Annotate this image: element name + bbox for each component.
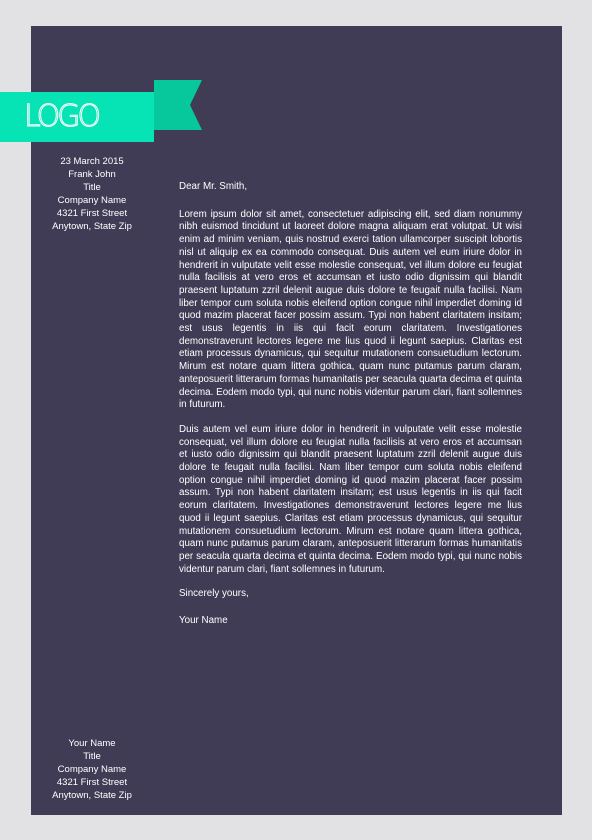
signature-block-company: Company Name — [57, 764, 127, 775]
salutation: Dear Mr. Smith, — [179, 181, 248, 192]
signature-block-title: Title — [83, 751, 101, 762]
sender-title: Title — [83, 182, 101, 193]
logo: LOGO — [23, 99, 99, 134]
signature-block-name: Your Name — [68, 738, 116, 749]
signature-block-street: 4321 First Street — [56, 777, 128, 788]
sender-street: 4321 First Street — [56, 208, 128, 219]
logo-ribbon — [0, 92, 154, 142]
signature-name: Your Name — [179, 615, 228, 627]
sender-company: Company Name — [57, 195, 127, 206]
letter-body — [179, 181, 522, 628]
paragraph: Lorem ipsum dolor sit amet, consectetuer adipiscing elit, sed diam nonummy nibh euismod tincidunt ut laoreet dolore magna aliquam erat volutpat. Ut wisi enim ad minim veniam, quis nostrud exerci tation ullamcorper suscipit lobortis nisl ut aliquip ex ea commodo consequat. Duis autem vel eum iriure dolor in hendrerit in vulputate velit esse molestie consequat, vel illum dolore eu feugiat nulla facilisis at vero eros et accumsan et iusto odio dignissim qui blandit praesent luptatum zzril delenit augue duis dolore te feugait nulla facilisi. Nam liber tempor cum soluta nobis eleifend option congue nihil imperdiet doming id quod mazim placerat facer possim assum. Typi non habent claritatem insitam; est usus legentis in iis qui facit eorum claritatem. Investigationes demonstraverunt lectores legere me lius quod ii legunt saepius. Claritas est etiam processus dynamicus, qui sequitur mutationem consuetudium lectorum. Mirum est notare quam littera gothica, quam nunc putamus parum claram, anteposuerit litterarum formas humanitatis per seacula quarta decima et quinta decima. Eodem modo typi, qui nunc nobis videntur parum clari, fiant sollemnes in futurum. — [179, 208, 522, 411]
paragraph: Duis autem vel eum iriure dolor in hendrerit in vulputate velit esse molestie consequat, vel illum dolore eu feugiat nulla facilisis at vero eros et accumsan et iusto odio dignissim qui blandit praesent luptatum zzril delenit augue duis dolore te feugait nulla facilisi. Nam liber tempor cum soluta nobis eleifend option congue nihil imperdiet doming id quod mazim placerat facer possim assum. Typi non habent claritatem insitam; est usus legentis in iis qui facit eorum claritatem. Investigationes demonstraverunt lectores legere me lius quod ii legunt saepius. Claritas est etiam processus dynamicus, qui sequitur mutationem consuetudium lectorum. Mirum est notare quam littera gothica, quam nunc putamus parum claram, anteposuerit litterarum formas humanitatis per seacula quarta decima et quinta decima. Eodem modo typi, qui nunc nobis videntur parum clari, fiant sollemnes in futurum. — [179, 423, 522, 575]
signature-block — [31, 737, 153, 802]
closing: Sincerely yours, — [179, 588, 249, 600]
sender-city: Anytown, State Zip — [52, 221, 132, 232]
sender-block — [31, 155, 153, 233]
ribbon-tail-fold — [150, 80, 202, 130]
letter-date: 23 March 2015 — [60, 156, 124, 167]
signature-block-city: Anytown, State Zip — [52, 790, 132, 801]
sender-name: Frank John — [68, 169, 116, 180]
